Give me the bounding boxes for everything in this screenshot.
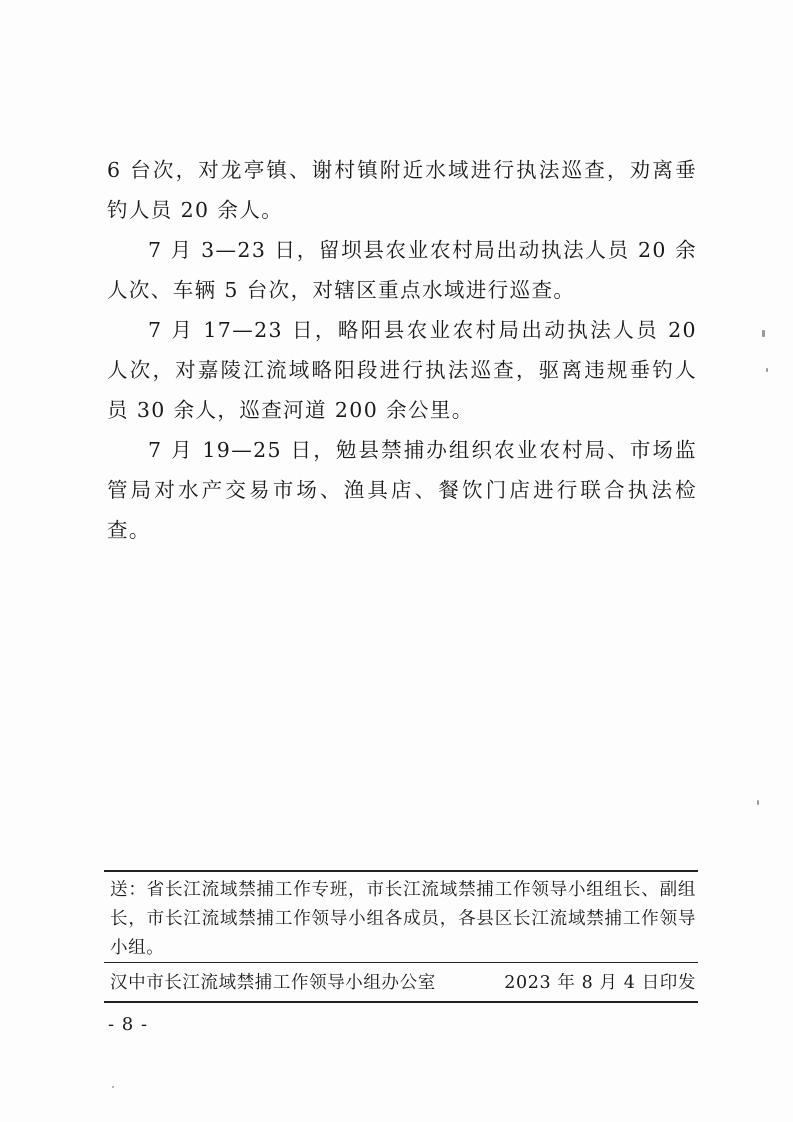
scan-speck: [766, 368, 768, 372]
issuer-top-rule: [104, 962, 698, 963]
distribution-top-rule: [104, 870, 698, 872]
distribution-list: 送：省长江流域禁捕工作专班，市长江流域禁捕工作领导小组组长、副组长，市长江流域禁捕工作领导小组各成员，各县区长江流域禁捕工作领导小组。: [110, 880, 696, 958]
scan-speck: [757, 800, 759, 805]
issue-date: 2023 年 8 月 4 日印发: [504, 973, 696, 993]
scan-speck: [112, 1086, 114, 1088]
paragraph-lueyang: 7 月 17—23 日，略阳县农业农村局出动执法人员 20 人次，对嘉陵江流域略阳段进行执法巡查，驱离违规垂钓人员 30 余人，巡查河道 200 余公里。: [107, 318, 697, 422]
issuer-bottom-rule: [104, 1001, 698, 1003]
body-text: [107, 150, 697, 550]
paragraph-continued: 6 台次，对龙亭镇、谢村镇附近水域进行执法巡查，劝离垂钓人员 20 余人。: [107, 158, 697, 222]
issuer-name: 汉中市长江流域禁捕工作领导小组办公室: [110, 973, 436, 993]
paragraph-liuba: 7 月 3—23 日，留坝县农业农村局出动执法人员 20 余人次、车辆 5 台次，对辖区重点水域进行巡查。: [107, 238, 697, 302]
issuer-row: [110, 970, 696, 996]
paragraph-mianxian: 7 月 19—25 日，勉县禁捕办组织农业农村局、市场监管局对水产交易市场、渔具店、餐饮门店进行联合执法检查。: [107, 438, 697, 542]
scan-speck: [762, 330, 765, 337]
page-number: - 8 -: [108, 1014, 149, 1035]
